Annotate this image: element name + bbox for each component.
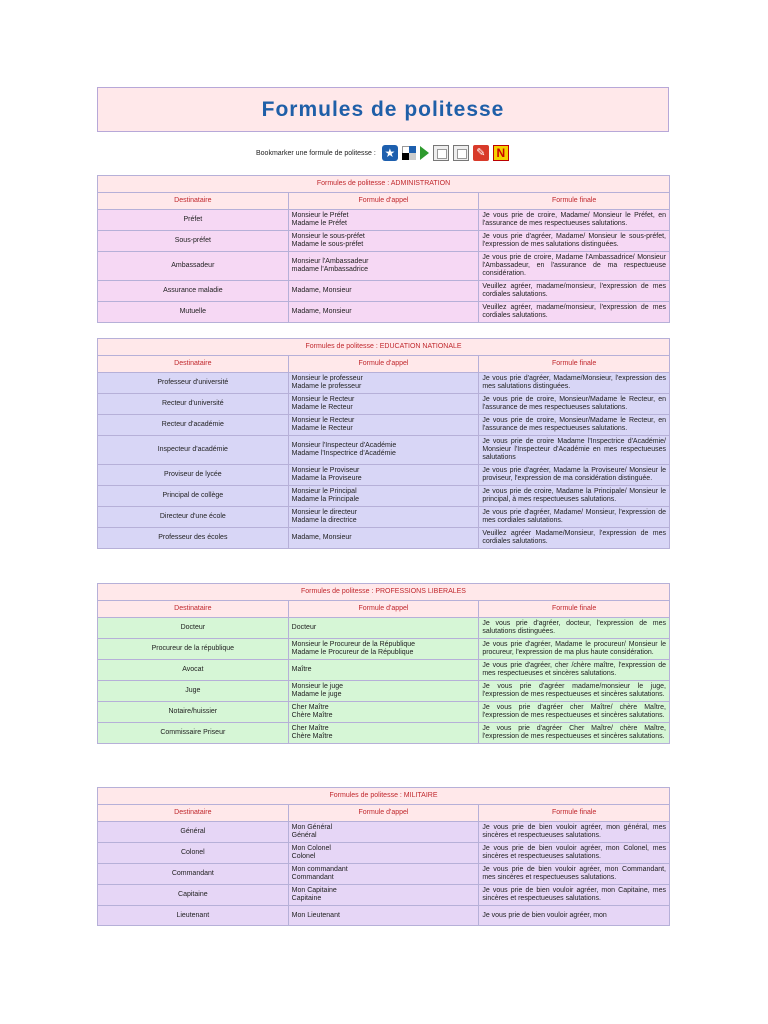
table-row — [98, 415, 670, 436]
column-header: Formule finale — [479, 805, 670, 822]
cell-destinataire: Mutuelle — [98, 302, 289, 323]
section-heading: Formules de politesse : MILITAIRE — [98, 788, 670, 805]
cell-formule-appel: Madame, Monsieur — [288, 302, 479, 323]
table-row — [98, 723, 670, 744]
page-title: Formules de politesse — [261, 97, 505, 121]
column-header: Destinataire — [98, 356, 289, 373]
cell-formule-appel: Cher Maître Chère Maître — [288, 723, 479, 744]
cell-formule-finale: Je vous prie de croire, Madame l'Ambassadrice/ Monsieur l'Ambassadeur, en l'assurance de ma respectueuse considération. — [479, 252, 670, 281]
cell-formule-appel: Monsieur le Principal Madame la Principale — [288, 486, 479, 507]
bookmark-bar — [256, 143, 513, 163]
cell-formule-appel: Monsieur le Recteur Madame le Recteur — [288, 394, 479, 415]
cell-formule-appel: Monsieur le directeur Madame la directrice — [288, 507, 479, 528]
cell-destinataire: Professeur d'université — [98, 373, 289, 394]
cell-formule-appel: Madame, Monsieur — [288, 528, 479, 549]
table-row — [98, 618, 670, 639]
table-row — [98, 465, 670, 486]
column-header: Formule d'appel — [288, 193, 479, 210]
cell-destinataire: Principal de collège — [98, 486, 289, 507]
table-row — [98, 639, 670, 660]
section-heading: Formules de politesse : EDUCATION NATIONALE — [98, 339, 670, 356]
cell-destinataire: Sous-préfet — [98, 231, 289, 252]
cell-formule-appel: Mon Général Général — [288, 822, 479, 843]
cell-formule-appel: Cher Maître Chère Maître — [288, 702, 479, 723]
cell-destinataire: Directeur d'une école — [98, 507, 289, 528]
cell-formule-appel: Monsieur le sous-préfet Madame le sous-préfet — [288, 231, 479, 252]
cell-formule-appel: Mon Colonel Colonel — [288, 843, 479, 864]
table-row — [98, 864, 670, 885]
cell-formule-finale: Je vous prie d'agréer, docteur, l'expression de mes salutations distinguées. — [479, 618, 670, 639]
section-heading: Formules de politesse : PROFESSIONS LIBERALES — [98, 584, 670, 601]
cell-destinataire: Procureur de la république — [98, 639, 289, 660]
delicious-icon[interactable] — [402, 146, 416, 160]
cell-formule-finale: Je vous prie d'agréer, Madame/ Monsieur le sous-préfet, l'expression de mes salutations distinguées. — [479, 231, 670, 252]
column-header: Formule finale — [479, 356, 670, 373]
cell-formule-finale: Je vous prie d'agréer Cher Maître/ chère Maître, l'expression de mes respectueuses et sincères salutations. — [479, 723, 670, 744]
cell-formule-appel: Monsieur le Recteur Madame le Recteur — [288, 415, 479, 436]
cell-destinataire: Commissaire Priseur — [98, 723, 289, 744]
table-row — [98, 436, 670, 465]
cell-destinataire: Juge — [98, 681, 289, 702]
table-administration — [97, 175, 670, 323]
cell-formule-appel: Monsieur le Procureur de la République Madame le Procureur de la République — [288, 639, 479, 660]
column-header: Destinataire — [98, 193, 289, 210]
cell-formule-finale: Je vous prie d'agréer, Madame/ Monsieur, l'expression de mes cordiales salutations. — [479, 507, 670, 528]
table-row — [98, 252, 670, 281]
cell-destinataire: Proviseur de lycée — [98, 465, 289, 486]
table-row — [98, 885, 670, 906]
cell-destinataire: Assurance maladie — [98, 281, 289, 302]
table-row — [98, 507, 670, 528]
cell-formule-finale: Je vous prie d'agréer, cher /chère maître, l'expression de mes respectueuses et sincères salutations. — [479, 660, 670, 681]
cell-formule-appel: Mon Capitaine Capitaine — [288, 885, 479, 906]
cell-formule-finale: Je vous prie de croire, Monsieur/Madame le Recteur, en l'assurance de mes respectueuses salutations. — [479, 394, 670, 415]
cell-formule-appel: Mon Lieutenant — [288, 906, 479, 926]
page-icon[interactable] — [453, 145, 469, 161]
netvibes-icon[interactable]: N — [493, 145, 509, 161]
column-header: Destinataire — [98, 601, 289, 618]
cell-formule-appel: Monsieur le Préfet Madame le Préfet — [288, 210, 479, 231]
table-professions-liberales — [97, 583, 670, 744]
cell-destinataire: Inspecteur d'académie — [98, 436, 289, 465]
cell-destinataire: Commandant — [98, 864, 289, 885]
section-militaire — [97, 787, 670, 926]
cell-formule-appel: Monsieur l'Inspecteur d'Académie Madame l'Inspectrice d'Académie — [288, 436, 479, 465]
section-education-nationale — [97, 338, 670, 549]
cell-destinataire: Préfet — [98, 210, 289, 231]
cell-formule-appel: Madame, Monsieur — [288, 281, 479, 302]
table-row — [98, 702, 670, 723]
cell-formule-finale: Veuillez agréer, madame/monsieur, l'expression de mes cordiales salutations. — [479, 281, 670, 302]
section-administration — [97, 175, 670, 323]
cell-destinataire: Docteur — [98, 618, 289, 639]
cell-destinataire: Professeur des écoles — [98, 528, 289, 549]
cell-formule-finale: Je vous prie d'agréer, Madame le procureur/ Monsieur le procureur, l'expression de ma plus haute considération. — [479, 639, 670, 660]
table-row — [98, 302, 670, 323]
cell-destinataire: Lieutenant — [98, 906, 289, 926]
table-row — [98, 843, 670, 864]
cell-formule-finale: Je vous prie d'agréer madame/monsieur le juge, l'expression de mes respectueuses et sincères salutations. — [479, 681, 670, 702]
cell-formule-finale: Je vous prie de croire, Monsieur/Madame le Recteur, en l'assurance de mes respectueuses salutations. — [479, 415, 670, 436]
column-header: Formule d'appel — [288, 356, 479, 373]
star-icon[interactable]: ★ — [382, 145, 398, 161]
cell-formule-finale: Veuillez agréer, madame/monsieur, l'expression de mes cordiales salutations. — [479, 302, 670, 323]
cell-formule-appel: Monsieur le professeur Madame le professeur — [288, 373, 479, 394]
cell-formule-appel: Monsieur le juge Madame le juge — [288, 681, 479, 702]
cell-formule-finale: Je vous prie de bien vouloir agréer, mon Capitaine, mes sincères et respectueuses salutations. — [479, 885, 670, 906]
cell-formule-finale: Je vous prie de bien vouloir agréer, mon général, mes sincères et respectueuses salutations. — [479, 822, 670, 843]
title-banner — [97, 87, 669, 132]
table-row — [98, 394, 670, 415]
cell-formule-appel: Monsieur le Proviseur Madame la Proviseure — [288, 465, 479, 486]
table-row — [98, 906, 670, 926]
cell-formule-finale: Je vous prie de bien vouloir agréer, mon — [479, 906, 670, 926]
bookmark-label: Bookmarker une formule de politesse : — [256, 149, 376, 157]
cell-destinataire: Colonel — [98, 843, 289, 864]
cell-formule-finale: Je vous prie d'agréer cher Maître/ chère Maître, l'expression de mes respectueuses et sincères salutations. — [479, 702, 670, 723]
cell-destinataire: Notaire/huissier — [98, 702, 289, 723]
column-header: Destinataire — [98, 805, 289, 822]
cell-formule-appel: Maître — [288, 660, 479, 681]
table-militaire — [97, 787, 670, 926]
table-row — [98, 231, 670, 252]
cell-formule-finale: Je vous prie de bien vouloir agréer, mon Colonel, mes sincères et respectueuses salutations. — [479, 843, 670, 864]
table-row — [98, 660, 670, 681]
table-row — [98, 210, 670, 231]
cell-formule-appel: Monsieur l'Ambassadeur madame l'Ambassadrice — [288, 252, 479, 281]
cell-formule-finale: Je vous prie de croire, Madame la Principale/ Monsieur le principal, à mes respectueuses salutations. — [479, 486, 670, 507]
cell-formule-appel: Mon commandant Commandant — [288, 864, 479, 885]
column-header: Formule d'appel — [288, 805, 479, 822]
column-header: Formule d'appel — [288, 601, 479, 618]
cell-formule-appel: Docteur — [288, 618, 479, 639]
table-row — [98, 528, 670, 549]
bookmark-red-icon[interactable]: ✎ — [473, 145, 489, 161]
cell-destinataire: Général — [98, 822, 289, 843]
table-row — [98, 281, 670, 302]
page-icon[interactable] — [433, 145, 449, 161]
table-row — [98, 373, 670, 394]
cell-formule-finale: Veuillez agréer Madame/Monsieur, l'expression de mes cordiales salutations. — [479, 528, 670, 549]
cell-formule-finale: Je vous prie de croire Madame l'Inspectrice d'Académie/ Monsieur l'Inspecteur d'Académie en mes respectueuses salutations — [479, 436, 670, 465]
cell-destinataire: Recteur d'académie — [98, 415, 289, 436]
section-heading: Formules de politesse : ADMINISTRATION — [98, 176, 670, 193]
column-header: Formule finale — [479, 193, 670, 210]
cell-formule-finale: Je vous prie d'agréer, Madame/Monsieur, l'expression des mes salutations distinguées. — [479, 373, 670, 394]
table-row — [98, 822, 670, 843]
table-row — [98, 486, 670, 507]
section-professions-liberales — [97, 583, 670, 744]
cell-destinataire: Avocat — [98, 660, 289, 681]
column-header: Formule finale — [479, 601, 670, 618]
cell-destinataire: Capitaine — [98, 885, 289, 906]
cell-formule-finale: Je vous prie de croire, Madame/ Monsieur le Préfet, en l'assurance de mes respectueuses salutations. — [479, 210, 670, 231]
cell-formule-finale: Je vous prie de bien vouloir agréer, mon Commandant, mes sincères et respectueuses salutations. — [479, 864, 670, 885]
cell-destinataire: Ambassadeur — [98, 252, 289, 281]
arrow-icon[interactable] — [420, 146, 429, 160]
table-education-nationale — [97, 338, 670, 549]
cell-destinataire: Recteur d'université — [98, 394, 289, 415]
table-row — [98, 681, 670, 702]
cell-formule-finale: Je vous prie d'agréer, Madame la Proviseure/ Monsieur le proviseur, l'expression de ma considération distinguée. — [479, 465, 670, 486]
